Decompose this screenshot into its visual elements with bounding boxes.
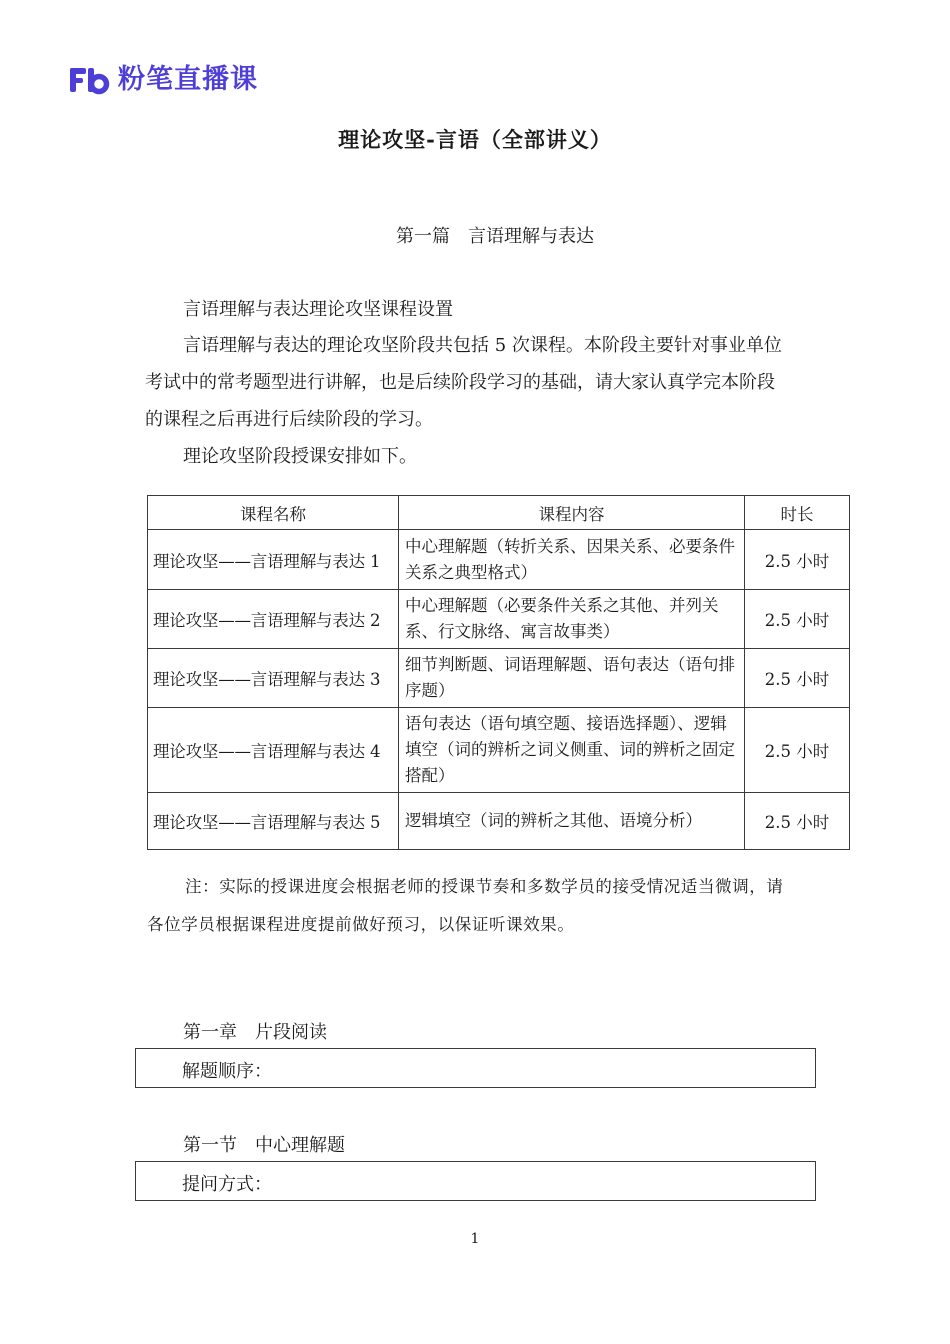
intro-line: 的课程之后再进行后续阶段的学习。 [145, 409, 433, 430]
note-line: 注：实际的授课进度会根据老师的授课节奏和多数学员的接受情况适当微调，请 [185, 877, 784, 896]
table-row [148, 590, 850, 649]
course-content-cell: 中心理解题（必要条件关系之其他、并列关系、行文脉络、寓言故事类） [399, 590, 745, 649]
course-content-cell: 细节判断题、词语理解题、语句表达（语句排序题） [399, 649, 745, 708]
course-content-cell: 中心理解题（转折关系、因果关系、必要条件关系之典型格式） [399, 530, 745, 590]
note-line: 各位学员根据课程进度提前做好预习，以保证听课效果。 [147, 915, 575, 934]
course-name-cell: 理论攻坚——言语理解与表达 1 [148, 530, 399, 590]
duration-cell: 2.5 小时 [745, 649, 850, 708]
course-name-cell: 理论攻坚——言语理解与表达 2 [148, 590, 399, 649]
intro-line: 言语理解与表达的理论攻坚阶段共包括 5 次课程。本阶段主要针对事业单位 [183, 335, 782, 356]
solving-order-box [135, 1048, 816, 1088]
section-heading: 第一节 中心理解题 [183, 1135, 345, 1156]
header-duration: 时长 [745, 496, 850, 530]
question-style-label: 提问方式： [182, 1174, 272, 1195]
duration-cell: 2.5 小时 [745, 793, 850, 850]
duration-cell: 2.5 小时 [745, 530, 850, 590]
note-paragraph [147, 868, 851, 944]
brand-logo [68, 62, 258, 98]
chapter-heading: 第一章 片段阅读 [183, 1022, 327, 1043]
question-style-box [135, 1161, 816, 1201]
table-row [148, 649, 850, 708]
header-course-content: 课程内容 [399, 496, 745, 530]
header-course-name: 课程名称 [148, 496, 399, 530]
course-name-cell: 理论攻坚——言语理解与表达 4 [148, 708, 399, 793]
table-row [148, 708, 850, 793]
solving-order-label: 解题顺序： [182, 1061, 272, 1082]
table-header-row [148, 496, 850, 530]
duration-cell: 2.5 小时 [745, 590, 850, 649]
intro-line: 考试中的常考题型进行讲解，也是后续阶段学习的基础，请大家认真学完本阶段 [145, 372, 775, 393]
document-title: 理论攻坚-言语（全部讲义） [338, 127, 612, 152]
page-number: 1 [470, 1231, 480, 1247]
duration-cell: 2.5 小时 [745, 708, 850, 793]
part-heading: 第一篇 言语理解与表达 [396, 226, 594, 247]
table-row [148, 793, 850, 850]
course-content-cell: 逻辑填空（词的辨析之其他、语境分析） [399, 793, 745, 850]
course-name-cell: 理论攻坚——言语理解与表达 3 [148, 649, 399, 708]
brand-name: 粉笔直播课 [118, 64, 258, 95]
table-row [148, 530, 850, 590]
course-setup-heading: 言语理解与表达理论攻坚课程设置 [183, 299, 453, 320]
course-content-cell: 语句表达（语句填空题、接语选择题）、逻辑填空（词的辨析之词义侧重、词的辨析之固定搭配） [399, 708, 745, 793]
course-name-cell: 理论攻坚——言语理解与表达 5 [148, 793, 399, 850]
intro-paragraph [145, 327, 815, 438]
course-schedule-table [147, 495, 850, 850]
schedule-line: 理论攻坚阶段授课安排如下。 [183, 446, 417, 467]
fb-logo-icon [68, 65, 110, 95]
